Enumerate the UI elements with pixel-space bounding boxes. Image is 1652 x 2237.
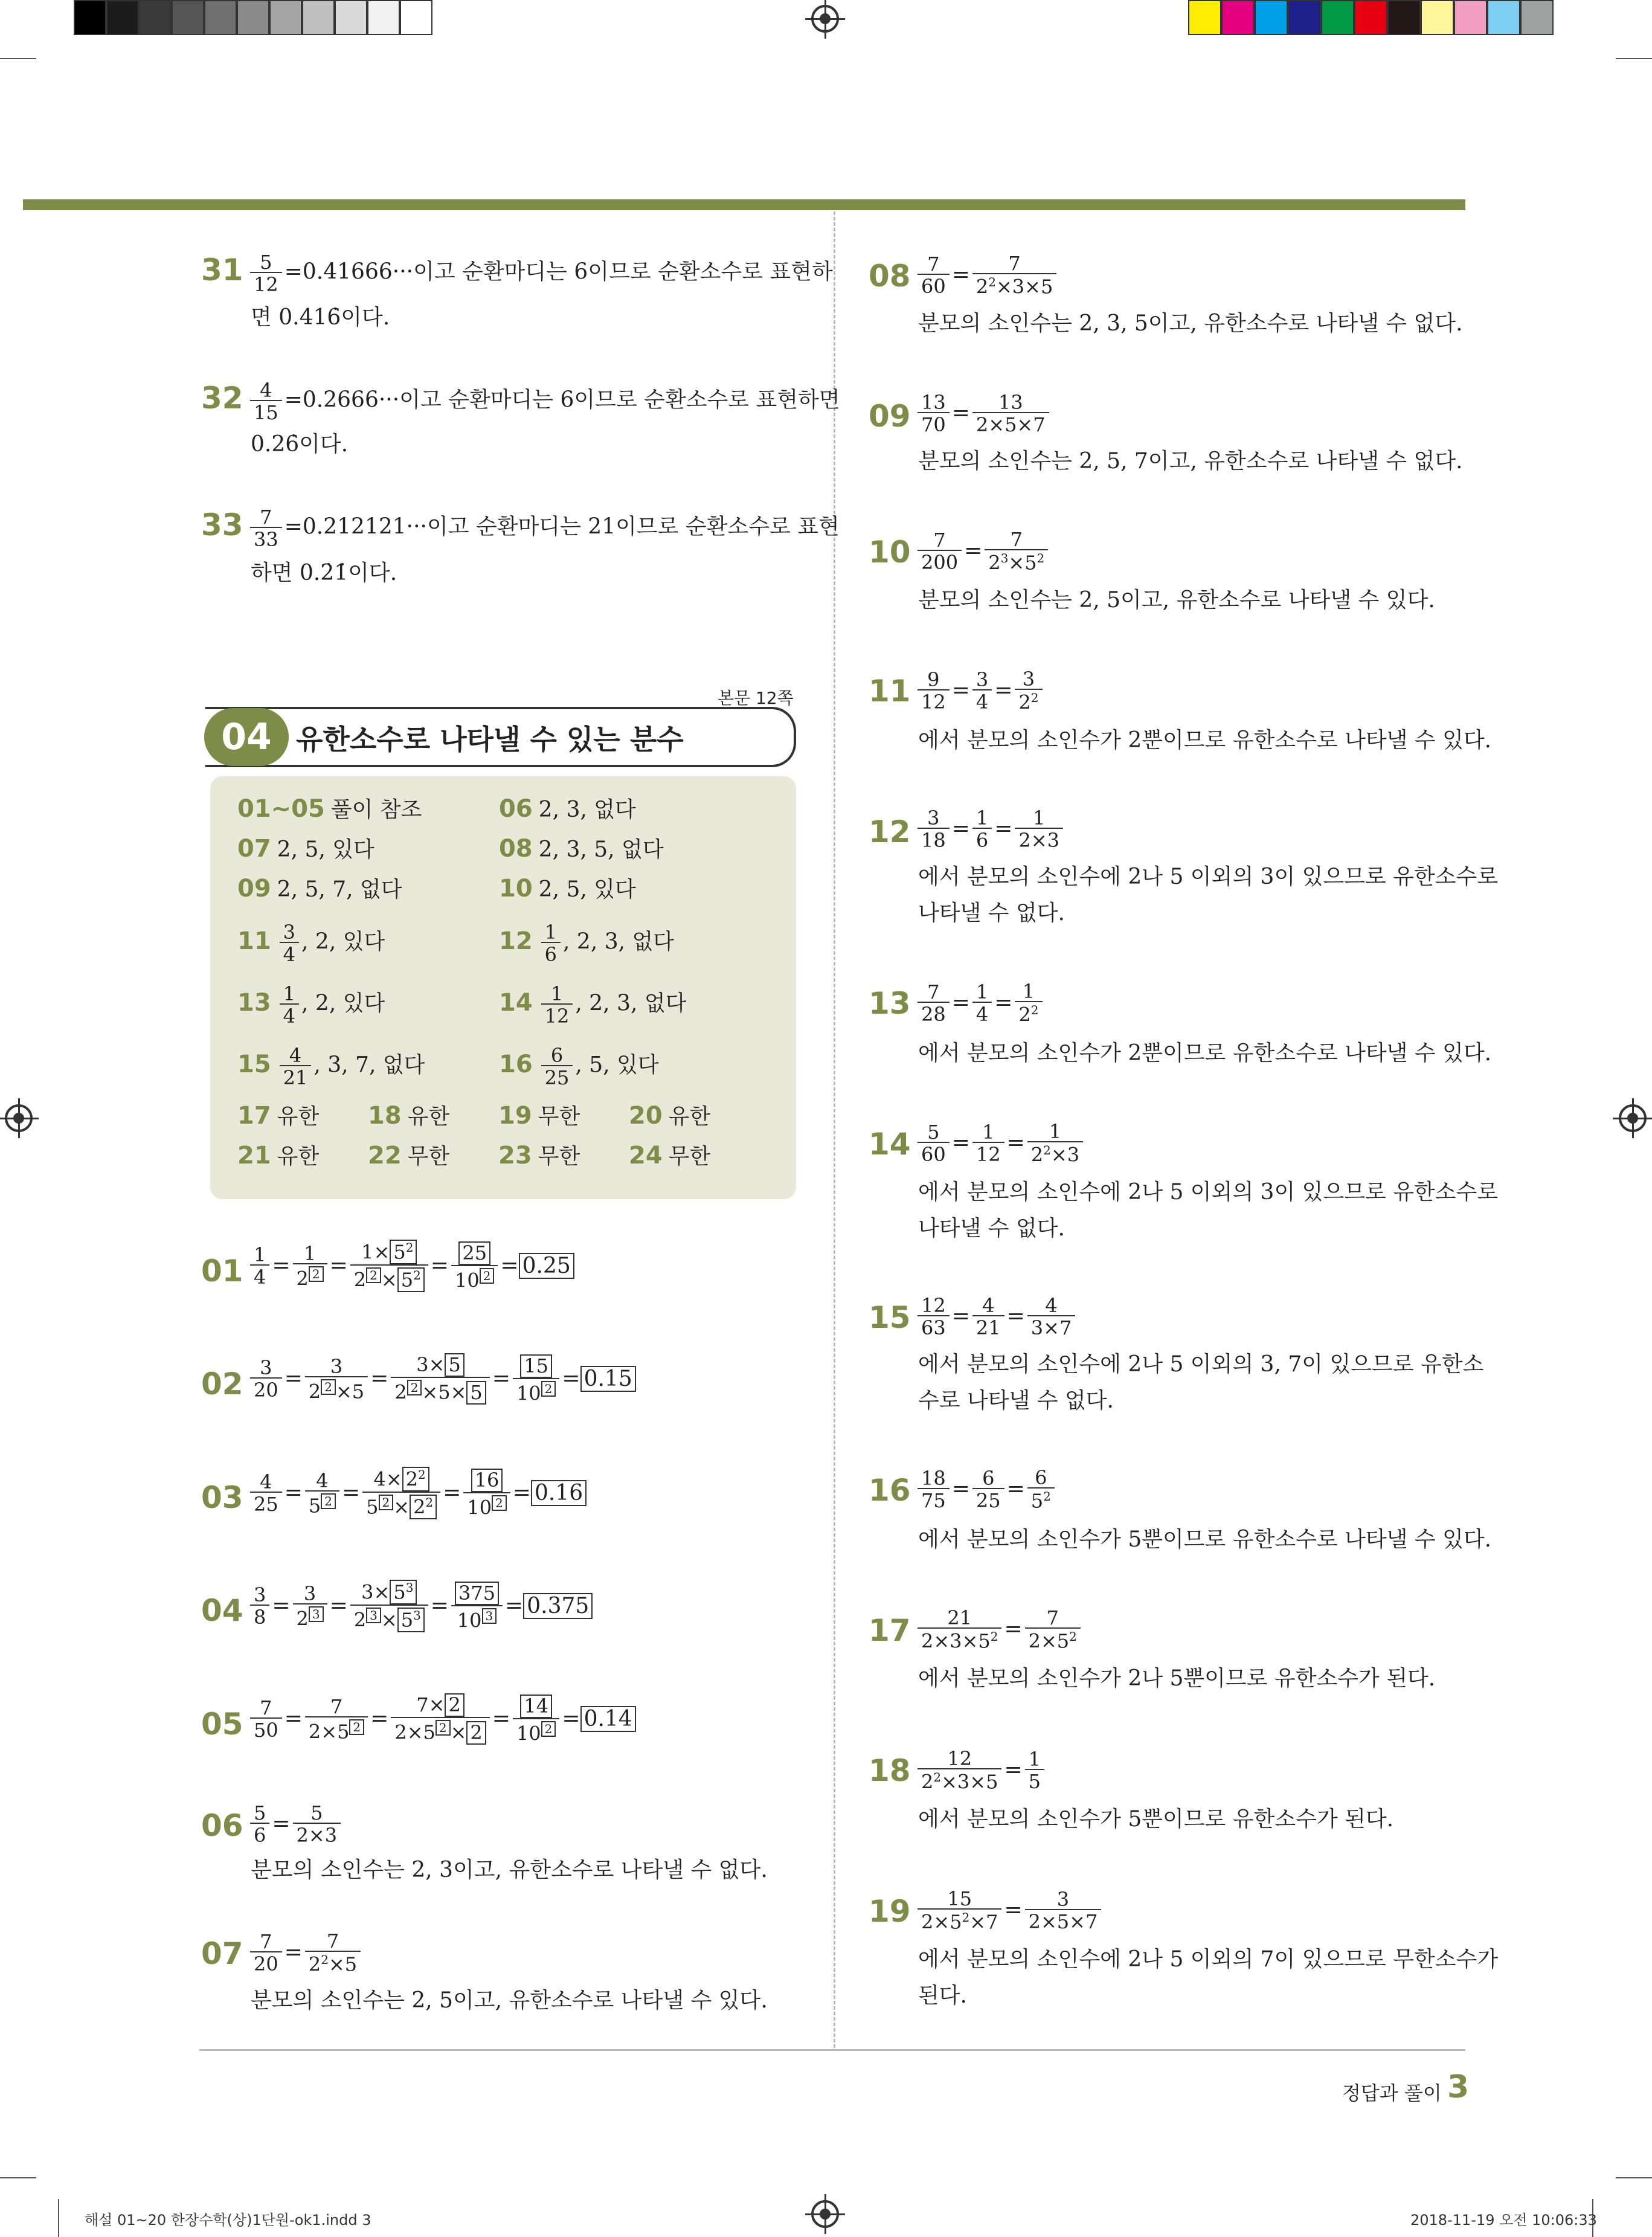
problem-19-text1: 에서 분모의 소인수에 2나 5 이외의 7이 있으므로 무한소수가 bbox=[918, 1947, 1499, 1972]
problem-number: 07 bbox=[201, 1936, 243, 1971]
answer-item: 20 유한 bbox=[629, 1102, 711, 1130]
problem-18-math: $\frac{12}{2^2\times 3\times 5}$ = $\frac{1}{5}$ bbox=[915, 1749, 1047, 1792]
answer-item: 21 유한 bbox=[237, 1142, 320, 1170]
gray-swatch bbox=[139, 0, 172, 35]
answer-item bbox=[499, 874, 636, 904]
answer-number: 06 bbox=[499, 795, 533, 823]
gray-swatch bbox=[335, 0, 367, 35]
problem-15-math: $\frac{12}{63}$ = $\frac{4}{21}$ = $\frac{4}{3\times 7}$ bbox=[915, 1296, 1078, 1337]
answer-number: 16 bbox=[499, 1050, 533, 1078]
problem-31-line1: $\frac{5}{12}$ =0.41666···이고 순환마디는 6이므로 순환소수로 표현하 bbox=[248, 253, 833, 294]
gray-swatch bbox=[106, 0, 139, 35]
gray-swatch bbox=[400, 0, 432, 35]
problem-13-math: $\frac{7}{28}$ = $\frac{1}{4}$ = $\frac{1}{2^2}$ bbox=[915, 982, 1045, 1025]
column-divider bbox=[834, 211, 835, 2048]
answer-number: 11 bbox=[237, 927, 271, 955]
problem-number: 13 bbox=[869, 986, 911, 1021]
answer-item: 15 $\frac{4}{21}$ , 3, 7, 없다 bbox=[237, 1044, 425, 1089]
problem-number: 02 bbox=[201, 1366, 243, 1402]
problem-number: 06 bbox=[201, 1808, 243, 1843]
page-number: 3 bbox=[1447, 2069, 1470, 2105]
header-rule bbox=[23, 199, 1465, 210]
answer-number: 10 bbox=[499, 875, 533, 903]
problem-04-math: $\frac{3}{8}$ = $\frac{3}{2 ^3}$ = $\frac{3\times 5^3}{2 ^3 \times 5^3}$ = $\frac{375}{10 ^3}$ = 0.375 bbox=[248, 1580, 593, 1632]
problem-07-text: 분모의 소인수는 2, 5이고, 유한소수로 나타낼 수 있다. bbox=[251, 1988, 768, 2013]
registration-mark-right bbox=[1619, 1104, 1647, 1132]
answer-text: 2, 5, 있다 bbox=[277, 837, 374, 862]
crop-mark bbox=[0, 58, 36, 59]
answer-text: 2, 3, 없다 bbox=[538, 797, 636, 822]
answer-number: 09 bbox=[237, 875, 271, 903]
problem-number: 04 bbox=[201, 1593, 243, 1628]
problem-number: 17 bbox=[869, 1613, 911, 1648]
problem-number: 01 bbox=[201, 1254, 243, 1289]
answer-text: , 2, 3, 없다 bbox=[563, 929, 675, 954]
answer-item bbox=[237, 834, 374, 864]
answer-item: 14 $\frac{1}{12}$ , 2, 3, 없다 bbox=[499, 982, 687, 1028]
problem-07-math: $\frac{7}{20}$ = $\frac{7}{2^2\times 5}$ bbox=[248, 1931, 363, 1974]
color-swatch bbox=[1288, 0, 1321, 35]
problem-number: 12 bbox=[869, 814, 911, 849]
color-swatch bbox=[1520, 0, 1554, 35]
answer-item bbox=[499, 834, 664, 864]
answer-number: 15 bbox=[237, 1050, 271, 1078]
problem-14-text1: 에서 분모의 소인수에 2나 5 이외의 3이 있으므로 유한소수로 bbox=[918, 1180, 1499, 1205]
problem-number: 18 bbox=[869, 1753, 911, 1788]
problem-number: 33 bbox=[201, 507, 243, 542]
answer-item: 24 무한 bbox=[629, 1142, 711, 1170]
slug-filename: 해설 01~20 한장수학(상)1단원-ok1.indd 3 bbox=[85, 2212, 371, 2229]
answer-item: 12 $\frac{1}{6}$ , 2, 3, 없다 bbox=[499, 921, 675, 966]
problem-06-math: $\frac{5}{6}$ = $\frac{5}{2\times 3}$ bbox=[248, 1803, 343, 1845]
gray-swatch bbox=[172, 0, 204, 35]
problem-number: 11 bbox=[869, 674, 911, 709]
problem-19-text2: 된다. bbox=[918, 1983, 967, 2008]
footer-rule bbox=[199, 2049, 1465, 2051]
problem-09-text: 분모의 소인수는 2, 5, 7이고, 유한소수로 나타낼 수 없다. bbox=[918, 449, 1463, 474]
problem-18-text: 에서 분모의 소인수가 5뿐이므로 유한소수가 된다. bbox=[918, 1807, 1394, 1832]
color-swatch bbox=[1454, 0, 1487, 35]
problem-12-text1: 에서 분모의 소인수에 2나 5 이외의 3이 있으므로 유한소수로 bbox=[918, 864, 1499, 889]
problem-number: 16 bbox=[869, 1473, 911, 1508]
problem-05-math: $\frac{7}{50}$ = $\frac{7}{2\times 5 ^2}$ = $\frac{7\times 2}{2\times 5 ^2 \times 2}$ = $\frac{14}{10 ^2}$ = 0.14 bbox=[248, 1693, 636, 1745]
registration-mark-left bbox=[5, 1104, 33, 1132]
answer-text: , 5, 있다 bbox=[575, 1052, 659, 1078]
answer-text: , 2, 있다 bbox=[301, 991, 385, 1016]
problem-16-math: $\frac{18}{75}$ = $\frac{6}{25}$ = $\frac{6}{5^2}$ bbox=[915, 1468, 1057, 1511]
registration-mark-top bbox=[811, 5, 839, 33]
answer-number: 01~05 bbox=[237, 795, 325, 823]
answer-item bbox=[237, 874, 402, 904]
problem-number: 14 bbox=[869, 1127, 911, 1162]
problem-10-text: 분모의 소인수는 2, 5이고, 유한소수로 나타낼 수 있다. bbox=[918, 588, 1435, 613]
slug-timestamp: 2018-11-19 오전 10:06:33 bbox=[1410, 2212, 1597, 2229]
problem-number: 10 bbox=[869, 535, 911, 570]
answer-number: 13 bbox=[237, 988, 271, 1017]
problem-16-text: 에서 분모의 소인수가 5뿐이므로 유한소수로 나타낼 수 있다. bbox=[918, 1527, 1492, 1552]
problem-number: 15 bbox=[869, 1300, 911, 1335]
problem-11-text: 에서 분모의 소인수가 2뿐이므로 유한소수로 나타낼 수 있다. bbox=[918, 728, 1492, 753]
problem-08-text: 분모의 소인수는 2, 3, 5이고, 유한소수로 나타낼 수 없다. bbox=[918, 311, 1463, 336]
gray-swatch bbox=[302, 0, 335, 35]
section-reference: 본문 12쪽 bbox=[718, 688, 794, 708]
answer-item: 19 무한 bbox=[498, 1102, 580, 1130]
problem-number: 31 bbox=[201, 253, 243, 288]
problem-number: 19 bbox=[869, 1894, 911, 1929]
color-swatch bbox=[1321, 0, 1354, 35]
answer-text: 2, 3, 5, 없다 bbox=[538, 837, 664, 862]
color-swatch bbox=[1255, 0, 1288, 35]
problem-08-math: $\frac{7}{60}$ = $\frac{7}{2^2\times 3\times 5}$ bbox=[915, 254, 1059, 297]
section-title: 유한소수로 나타낼 수 있는 분수 bbox=[296, 723, 684, 756]
crop-mark bbox=[1616, 58, 1652, 59]
problem-11-math: $\frac{9}{12}$ = $\frac{3}{4}$ = $\frac{3}{2^2}$ bbox=[915, 669, 1045, 712]
problem-06-text: 분모의 소인수는 2, 3이고, 유한소수로 나타낼 수 없다. bbox=[251, 1858, 768, 1882]
answer-text: , 3, 7, 없다 bbox=[313, 1052, 425, 1078]
problem-13-text: 에서 분모의 소인수가 2뿐이므로 유한소수로 나타낼 수 있다. bbox=[918, 1041, 1492, 1066]
problem-01-math: $\frac{1}{4}$ = $\frac{1}{2 ^2}$ = $\frac{1\times 5^2}{2 ^2 \times 5^2}$ = $\frac{25}{10 ^2}$ = 0.25 bbox=[248, 1240, 574, 1292]
section-number-badge: 04 bbox=[204, 708, 289, 766]
answer-number: 08 bbox=[499, 835, 533, 863]
problem-02-math: $\frac{3}{20}$ = $\frac{3}{2 ^2 \times 5}$ = $\frac{3\times 5}{2 ^2 \times 5\times 5}$ = $\frac{15}{10 ^2}$ = 0.15 bbox=[248, 1353, 636, 1405]
problem-17-text: 에서 분모의 소인수가 2나 5뿐이므로 유한소수가 된다. bbox=[918, 1666, 1436, 1691]
problem-19-math: $\frac{15}{2\times 5^2\times 7}$ = $\frac{3}{2\times 5\times 7}$ bbox=[915, 1889, 1104, 1932]
answer-summary-box bbox=[210, 776, 796, 1199]
answer-item: 13 $\frac{1}{4}$ , 2, 있다 bbox=[237, 982, 385, 1028]
answer-item: 22 무한 bbox=[368, 1142, 450, 1170]
answer-item: 16 $\frac{6}{25}$ , 5, 있다 bbox=[499, 1044, 659, 1089]
problem-12-math: $\frac{3}{18}$ = $\frac{1}{6}$ = $\frac{1}{2\times 3}$ bbox=[915, 808, 1065, 850]
gray-swatch bbox=[237, 0, 269, 35]
answer-item: 17 유한 bbox=[237, 1102, 320, 1130]
answer-number: 07 bbox=[237, 835, 271, 863]
gray-swatch bbox=[204, 0, 237, 35]
problem-number: 03 bbox=[201, 1480, 243, 1515]
problem-09-math: $\frac{13}{70}$ = $\frac{13}{2\times 5\times 7}$ bbox=[915, 393, 1052, 434]
answer-item: 18 유한 bbox=[368, 1102, 450, 1130]
crop-mark bbox=[0, 2177, 36, 2178]
problem-12-text2: 나타낼 수 없다. bbox=[918, 901, 1065, 925]
problem-number: 08 bbox=[869, 259, 911, 294]
color-swatch bbox=[1487, 0, 1520, 35]
color-swatch bbox=[1387, 0, 1421, 35]
problem-03-math: $\frac{4}{25}$ = $\frac{4}{5 ^2}$ = $\frac{4\times 2^2}{5 ^2 \times 2^2}$ = $\frac{16}{10 ^2}$ = 0.16 bbox=[248, 1467, 587, 1519]
color-swatch bbox=[1188, 0, 1221, 35]
problem-17-math: $\frac{21}{2\times 3\times 5^2}$ = $\frac{7}{2\times 5^2}$ bbox=[915, 1608, 1083, 1651]
color-swatch bbox=[1421, 0, 1454, 35]
crop-mark bbox=[58, 2199, 59, 2237]
gray-swatch bbox=[367, 0, 400, 35]
gray-swatch bbox=[269, 0, 302, 35]
problem-10-math: $\frac{7}{200}$ = $\frac{7}{2^3\times 5^2}$ bbox=[915, 530, 1050, 573]
answer-item: 11 $\frac{3}{4}$ , 2, 있다 bbox=[237, 921, 385, 966]
color-swatch bbox=[1221, 0, 1255, 35]
answer-text: , 2, 있다 bbox=[301, 929, 385, 954]
problem-33-line1: $\frac{7}{33}$ =0.212121···이고 순환마디는 21이므로 순환소수로 표현 bbox=[248, 507, 840, 549]
gray-swatch bbox=[74, 0, 106, 35]
problem-14-text2: 나타낼 수 없다. bbox=[918, 1216, 1065, 1241]
problem-number: 09 bbox=[869, 399, 911, 434]
answer-item: 23 무한 bbox=[498, 1142, 580, 1170]
problem-15-text2: 수로 나타낼 수 없다. bbox=[918, 1388, 1114, 1413]
problem-number: 32 bbox=[201, 381, 243, 416]
problem-33-line2: 하면 0.2̇1̇이다. bbox=[251, 561, 397, 585]
problem-31-line2: 면 0.416̇이다. bbox=[251, 305, 390, 330]
answer-number: 12 bbox=[499, 927, 533, 955]
problem-15-text1: 에서 분모의 소인수에 2나 5 이외의 3, 7이 있으므로 유한소 bbox=[918, 1352, 1484, 1377]
problem-number: 05 bbox=[201, 1707, 243, 1742]
crop-mark bbox=[1616, 2177, 1652, 2178]
footer-label: 정답과 풀이 bbox=[1342, 2082, 1442, 2105]
answer-text: 2, 5, 7, 없다 bbox=[277, 877, 402, 902]
color-swatch bbox=[1354, 0, 1387, 35]
answer-text: , 2, 3, 없다 bbox=[575, 991, 687, 1016]
answer-text: 풀이 참조 bbox=[330, 797, 422, 822]
answer-text: 2, 5, 있다 bbox=[538, 877, 636, 902]
problem-32-line1: $\frac{4}{15}$ =0.2666···이고 순환마디는 6이므로 순환소수로 표현하면 bbox=[248, 381, 840, 422]
answer-item bbox=[237, 794, 422, 825]
registration-mark-bottom bbox=[811, 2200, 839, 2228]
answer-item bbox=[499, 794, 636, 825]
answer-number: 14 bbox=[499, 988, 533, 1017]
problem-14-math: $\frac{5}{60}$ = $\frac{1}{12}$ = $\frac{1}{2^2\times 3}$ bbox=[915, 1122, 1085, 1165]
problem-32-line2: 0.26̇이다. bbox=[251, 432, 349, 457]
